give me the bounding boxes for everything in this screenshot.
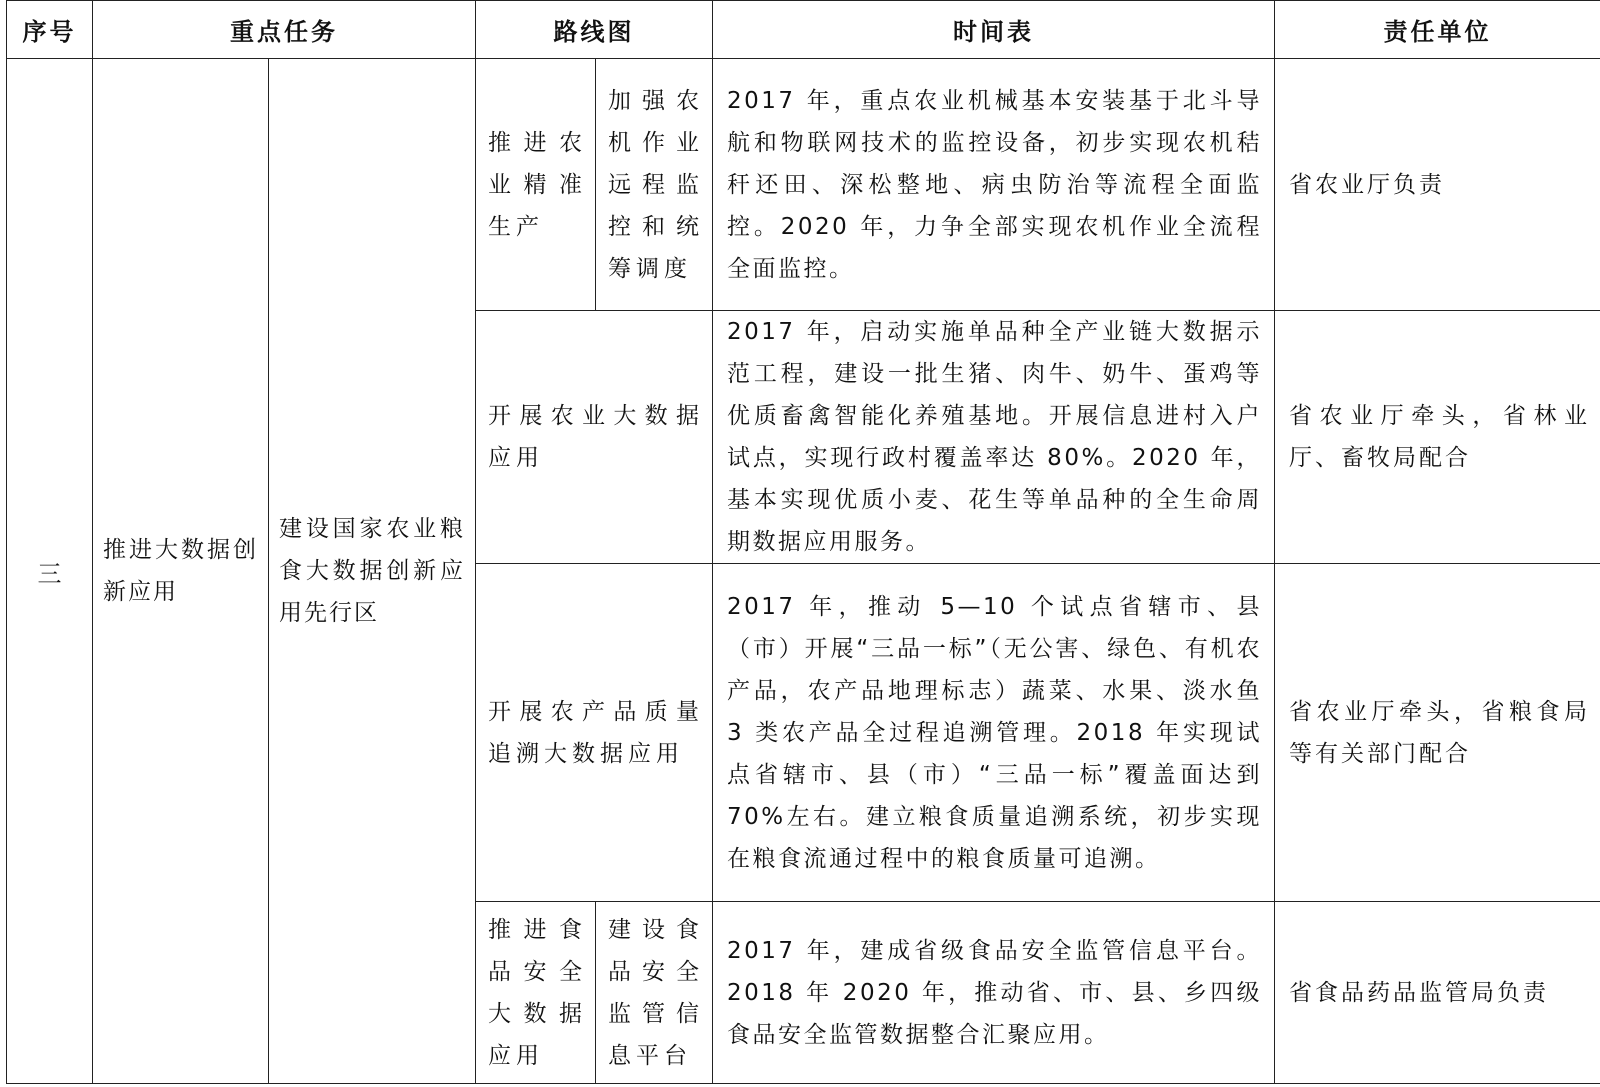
responsible-cell	[1275, 311, 1600, 564]
roadmap-cell	[476, 311, 713, 564]
schedule-cell	[713, 902, 1275, 1084]
responsible-cell	[1275, 564, 1600, 902]
roadmap-group-text: 推进食品安全大数据应用	[488, 916, 587, 1069]
responsible-text: 省农业厅负责	[1289, 171, 1445, 198]
responsible-text: 省农业厅牵头，省粮食局等有关部门配合	[1289, 698, 1590, 767]
section-seq: 三	[7, 59, 93, 1084]
schedule-cell	[713, 311, 1275, 564]
header-schedule: 时间表	[713, 1, 1275, 59]
section-task-main	[93, 59, 269, 1084]
task-sub-text: 建设国家农业粮食大数据创新应用先行区	[279, 516, 465, 626]
schedule-text: 2017 年，建成省级食品安全监管信息平台。2018 年 2020 年，推动省、市、县、乡四级食品安全监管数据整合汇聚应用。	[727, 937, 1262, 1048]
header-row	[7, 1, 1600, 59]
table-row	[7, 59, 1600, 311]
responsible-text: 省农业厅牵头，省林业厅、畜牧局配合	[1289, 403, 1590, 471]
header-roadmap: 路线图	[476, 1, 713, 59]
roadmap-group-cell	[476, 902, 596, 1084]
responsible-text: 省食品药品监管局负责	[1289, 979, 1549, 1006]
schedule-cell	[713, 564, 1275, 902]
responsible-cell	[1275, 59, 1600, 311]
section-task-sub	[269, 59, 476, 1084]
task-main-text: 推进大数据创新应用	[103, 537, 258, 605]
roadmap-item-text: 加强农机作业远程监控和统筹调度	[608, 87, 704, 282]
roadmap-group-cell	[476, 59, 596, 311]
schedule-cell	[713, 59, 1275, 311]
roadmap-item-text: 建设食品安全监管信息平台	[608, 916, 704, 1069]
roadmap-item-cell	[596, 902, 713, 1084]
responsible-cell	[1275, 902, 1600, 1084]
schedule-text: 2017 年，推动 5—10 个试点省辖市、县（市）开展“三品一标”（无公害、绿色、有机农产品，农产品地理标志）蔬菜、水果、淡水鱼 3 类农产品全过程追溯管理。2018 年实现试点省辖市、县（市）“三品一标”覆盖面达到 70%左右。建立粮食质量追溯系统，初步实现在粮食流通过程中的粮食质量可追溯。	[727, 593, 1262, 872]
schedule-text: 2017 年，重点农业机械基本安装基于北斗导航和物联网技术的监控设备，初步实现农机秸秆还田、深松整地、病虫防治等流程全面监控。2020 年，力争全部实现农机作业全流程全面监控。	[727, 87, 1262, 282]
roadmap-cell	[476, 564, 713, 902]
roadmap-text: 开展农产品质量追溯大数据应用	[488, 698, 704, 767]
task-table	[6, 0, 1600, 1084]
roadmap-item-cell	[596, 59, 713, 311]
header-responsible: 责任单位	[1275, 1, 1600, 59]
roadmap-text: 开展农业大数据应用	[488, 403, 704, 471]
schedule-text: 2017 年，启动实施单品种全产业链大数据示范工程，建设一批生猪、肉牛、奶牛、蛋鸡等优质畜禽智能化养殖基地。开展信息进村入户试点，实现行政村覆盖率达 80%。2020 年，基本实现优质小麦、花生等单品种的全生命周期数据应用服务。	[727, 319, 1262, 555]
roadmap-group-text: 推进农业精准生产	[488, 129, 587, 240]
header-task: 重点任务	[93, 1, 476, 59]
header-seq: 序号	[7, 1, 93, 59]
